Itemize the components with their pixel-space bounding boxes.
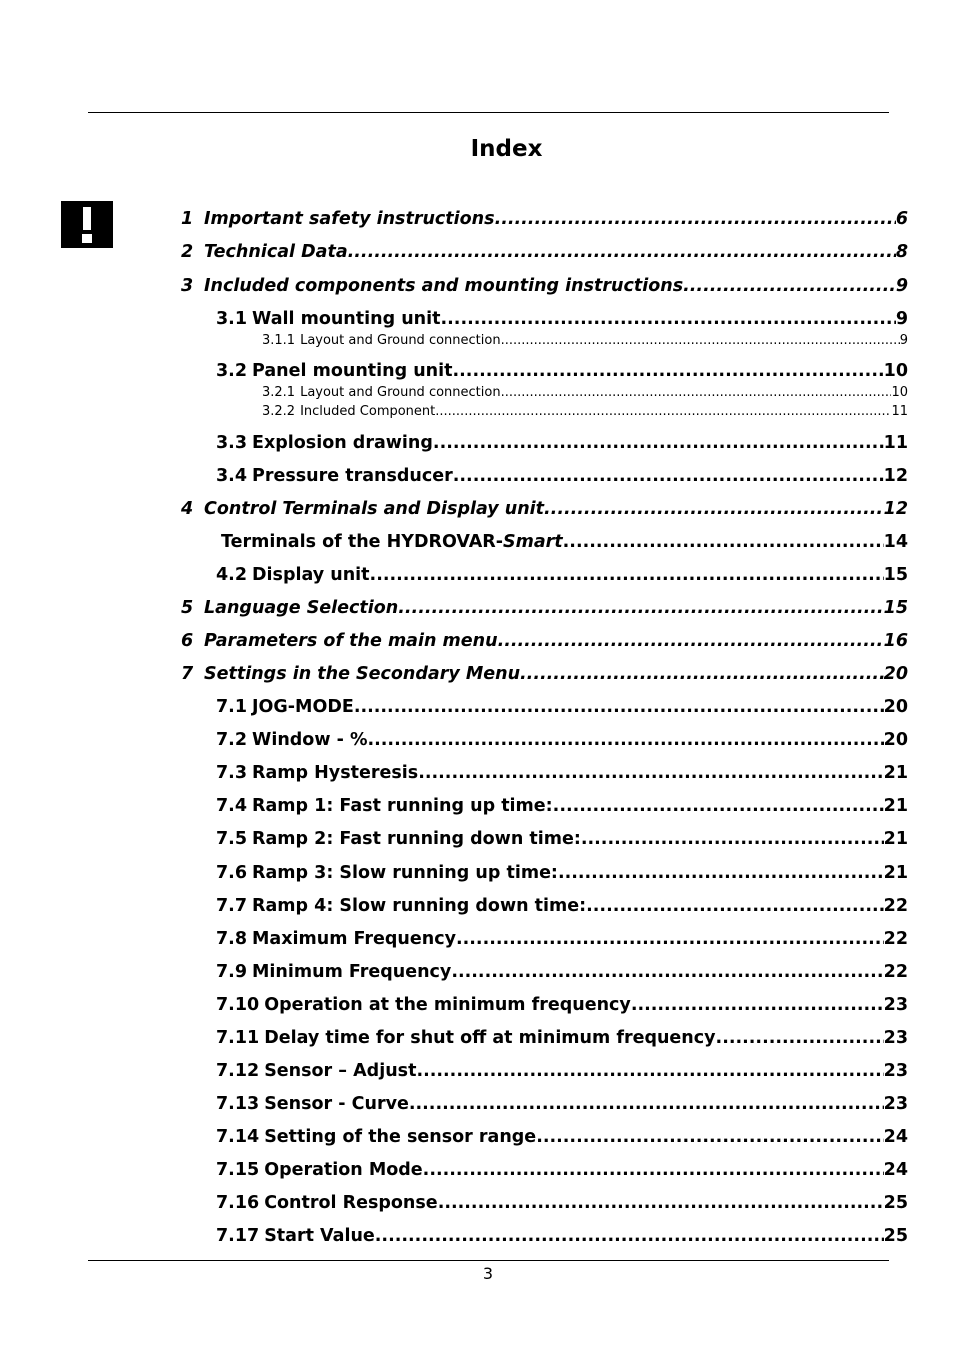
toc-leader-dots bbox=[558, 863, 884, 883]
toc-entry-page: 11 bbox=[883, 433, 908, 453]
toc-entry-page: 14 bbox=[883, 532, 908, 552]
toc-entry[interactable] bbox=[216, 863, 908, 883]
toc-entry-page: 22 bbox=[883, 929, 908, 949]
toc-entry-number: 7.5 bbox=[216, 829, 248, 849]
toc-entry-page: 21 bbox=[883, 796, 908, 816]
toc-entry-page: 9 bbox=[895, 309, 908, 329]
toc-entry-label: Start Value bbox=[264, 1226, 375, 1246]
toc-entry-label: Panel mounting unit bbox=[252, 361, 453, 381]
toc-entry-label: Operation at the minimum frequency bbox=[264, 995, 631, 1015]
toc-entry-page: 20 bbox=[883, 697, 908, 717]
toc-entry-number: 7.6 bbox=[216, 863, 248, 883]
toc-entry-number: 3.1.1 bbox=[262, 333, 296, 348]
toc-entry-number: 3.2.1 bbox=[262, 385, 296, 400]
toc-leader-dots bbox=[375, 1226, 884, 1246]
toc-leader-dots bbox=[370, 565, 884, 585]
toc-entry-number: 3.3 bbox=[216, 433, 248, 453]
toc-entry[interactable] bbox=[216, 466, 908, 486]
toc-entry-number: 2 bbox=[181, 242, 194, 262]
toc-entry[interactable] bbox=[216, 1028, 908, 1048]
toc-entry-label: Pressure transducer bbox=[252, 466, 453, 486]
toc-entry-label: Important safety instructions bbox=[204, 209, 495, 229]
toc-leader-dots bbox=[438, 1193, 884, 1213]
toc-entry[interactable] bbox=[216, 796, 908, 816]
toc-entry-label: Layout and Ground connection bbox=[300, 385, 501, 400]
toc-entry-number: 7.3 bbox=[216, 763, 248, 783]
toc-entry-number: 3.2.2 bbox=[262, 404, 296, 419]
toc-entry[interactable] bbox=[216, 763, 908, 783]
toc-entry[interactable] bbox=[262, 404, 908, 419]
toc-entry[interactable] bbox=[216, 1160, 908, 1180]
toc-entry-label: Parameters of the main menu bbox=[204, 631, 498, 651]
toc-entry-label: Ramp 4: Slow running down time: bbox=[252, 896, 587, 916]
toc-entry[interactable] bbox=[216, 730, 908, 750]
toc-entry-number: 1 bbox=[181, 209, 194, 229]
toc-entry-page: 22 bbox=[883, 896, 908, 916]
toc-entry-page: 25 bbox=[883, 1226, 908, 1246]
toc-leader-dots bbox=[495, 209, 896, 229]
toc-leader-dots bbox=[553, 796, 884, 816]
toc-entry-page: 10 bbox=[883, 361, 908, 381]
toc-leader-dots bbox=[631, 995, 884, 1015]
toc-entry[interactable] bbox=[216, 929, 908, 949]
toc-entry-label: Included components and mounting instructions bbox=[204, 276, 684, 296]
toc-entry-page: 21 bbox=[883, 863, 908, 883]
toc-entry-number: 6 bbox=[181, 631, 194, 651]
toc-entry-label: Technical Data bbox=[204, 242, 348, 262]
toc-entry-label: Ramp 1: Fast running up time: bbox=[252, 796, 553, 816]
toc-entry[interactable] bbox=[216, 361, 908, 381]
toc-entry-number: 5 bbox=[181, 598, 194, 618]
toc-entry-page: 16 bbox=[883, 631, 908, 651]
toc-entry[interactable] bbox=[216, 532, 908, 552]
toc-entry[interactable] bbox=[216, 565, 908, 585]
toc-entry-number: 3.4 bbox=[216, 466, 248, 486]
toc-leader-dots bbox=[716, 1028, 884, 1048]
toc-entry-number: 7 bbox=[181, 664, 194, 684]
toc-entry[interactable] bbox=[181, 276, 908, 296]
toc-leader-dots bbox=[683, 276, 896, 296]
toc-entry-page: 23 bbox=[883, 1094, 908, 1114]
toc-entry-number: 7.17 bbox=[216, 1226, 260, 1246]
toc-entry-label: Maximum Frequency bbox=[252, 929, 456, 949]
toc-entry-label: JOG-MODE bbox=[252, 697, 354, 717]
toc-entry-label: Minimum Frequency bbox=[252, 962, 452, 982]
toc-entry-page: 9 bbox=[899, 333, 908, 348]
footer-rule bbox=[88, 1260, 889, 1261]
toc-entry-label: Terminals of the HYDROVAR-Smart bbox=[221, 532, 563, 552]
toc-entry[interactable] bbox=[216, 995, 908, 1015]
toc-entry[interactable] bbox=[216, 1094, 908, 1114]
toc-entry-label: Sensor – Adjust bbox=[264, 1061, 417, 1081]
toc-entry-number: 7.9 bbox=[216, 962, 248, 982]
toc-entry-page: 21 bbox=[883, 829, 908, 849]
toc-leader-dots bbox=[418, 763, 883, 783]
toc-entry-number: 7.7 bbox=[216, 896, 248, 916]
toc-leader-dots bbox=[563, 532, 884, 552]
toc-leader-dots bbox=[520, 664, 884, 684]
toc-entry-label: Settings in the Secondary Menu bbox=[204, 664, 521, 684]
toc-entry-number: 7.11 bbox=[216, 1028, 260, 1048]
toc-entry-page: 23 bbox=[883, 1061, 908, 1081]
toc-entry[interactable] bbox=[181, 631, 908, 651]
toc-leader-dots bbox=[453, 361, 884, 381]
toc-entry[interactable] bbox=[216, 1193, 908, 1213]
toc-entry-number: 4 bbox=[181, 499, 194, 519]
toc-entry[interactable] bbox=[181, 664, 908, 684]
page-title: Index bbox=[470, 136, 543, 162]
toc-leader-dots bbox=[498, 631, 884, 651]
toc-entry[interactable] bbox=[216, 829, 908, 849]
toc-entry-number: 3 bbox=[181, 276, 194, 296]
toc-entry[interactable] bbox=[216, 1127, 908, 1147]
toc-leader-dots bbox=[544, 499, 884, 519]
toc-leader-dots bbox=[581, 829, 884, 849]
toc-entry-number: 7.10 bbox=[216, 995, 260, 1015]
toc-entry-label: Setting of the sensor range bbox=[264, 1127, 537, 1147]
toc-entry-page: 15 bbox=[883, 565, 908, 585]
toc-entry[interactable] bbox=[216, 1061, 908, 1081]
toc-entry-label: Control Response bbox=[264, 1193, 438, 1213]
toc-entry-label: Sensor - Curve bbox=[264, 1094, 409, 1114]
toc-leader-dots bbox=[586, 896, 884, 916]
toc-entry-page: 9 bbox=[895, 276, 908, 296]
toc-leader-dots bbox=[423, 1160, 884, 1180]
toc-entry-label: Delay time for shut off at minimum frequency bbox=[264, 1028, 716, 1048]
toc-leader-dots bbox=[456, 929, 884, 949]
toc-entry-number: 3.1 bbox=[216, 309, 248, 329]
toc-entry-number: 7.13 bbox=[216, 1094, 260, 1114]
toc-leader-dots bbox=[416, 1061, 883, 1081]
toc-entry-page: 6 bbox=[895, 209, 908, 229]
toc-leader-dots bbox=[451, 962, 883, 982]
toc-entry[interactable] bbox=[216, 1226, 908, 1246]
toc-entry-page: 20 bbox=[883, 664, 908, 684]
toc-entry-page: 21 bbox=[883, 763, 908, 783]
page-number: 3 bbox=[482, 1264, 494, 1283]
toc-entry[interactable] bbox=[216, 433, 908, 453]
toc-entry-page: 20 bbox=[883, 730, 908, 750]
toc-entry-page: 24 bbox=[883, 1160, 908, 1180]
toc-entry-label: Layout and Ground connection bbox=[300, 333, 501, 348]
toc-entry-number: 7.1 bbox=[216, 697, 248, 717]
toc-entry-number: 4.2 bbox=[216, 565, 248, 585]
toc-leader-dots bbox=[433, 433, 884, 453]
toc-leader-dots bbox=[501, 333, 900, 348]
toc-entry[interactable] bbox=[181, 598, 908, 618]
toc-entry-page: 10 bbox=[891, 385, 908, 400]
toc-leader-dots bbox=[435, 404, 891, 419]
toc-leader-dots bbox=[398, 598, 883, 618]
toc-entry-page: 25 bbox=[883, 1193, 908, 1213]
toc-entry-label: Ramp 2: Fast running down time: bbox=[252, 829, 581, 849]
toc-entry-number: 7.14 bbox=[216, 1127, 260, 1147]
toc-entry-page: 22 bbox=[883, 962, 908, 982]
toc-entry-number: 7.4 bbox=[216, 796, 248, 816]
toc-entry-page: 8 bbox=[895, 242, 908, 262]
toc-leader-dots bbox=[409, 1094, 884, 1114]
toc-entry-number: 7.16 bbox=[216, 1193, 260, 1213]
toc-entry-label: Display unit bbox=[252, 565, 370, 585]
toc-leader-dots bbox=[453, 466, 884, 486]
toc-entry[interactable] bbox=[216, 309, 908, 329]
toc-entry-page: 24 bbox=[883, 1127, 908, 1147]
toc-entry-number: 7.8 bbox=[216, 929, 248, 949]
toc-entry[interactable] bbox=[216, 962, 908, 982]
toc-entry-page: 15 bbox=[883, 598, 908, 618]
toc-entry-label: Explosion drawing bbox=[252, 433, 433, 453]
toc-entry-page: 11 bbox=[891, 404, 908, 419]
toc-entry-label: Operation Mode bbox=[264, 1160, 423, 1180]
toc-entry-number: 7.15 bbox=[216, 1160, 260, 1180]
toc-leader-dots bbox=[536, 1127, 883, 1147]
toc-entry[interactable] bbox=[216, 896, 908, 916]
toc-entry-page: 12 bbox=[883, 499, 908, 519]
toc-entry[interactable] bbox=[181, 242, 908, 262]
toc-entry-page: 23 bbox=[883, 995, 908, 1015]
toc-entry[interactable] bbox=[262, 385, 908, 400]
toc-entry[interactable] bbox=[181, 209, 908, 229]
toc-entry-label: Window - % bbox=[252, 730, 368, 750]
toc-entry-page: 23 bbox=[883, 1028, 908, 1048]
toc-entry[interactable] bbox=[216, 697, 908, 717]
toc-leader-dots bbox=[348, 242, 896, 262]
toc-entry-label: Included Component bbox=[300, 404, 436, 419]
toc-leader-dots bbox=[354, 697, 884, 717]
toc-leader-dots bbox=[367, 730, 883, 750]
toc-entry-label: Ramp 3: Slow running up time: bbox=[252, 863, 558, 883]
toc-entry-label: Ramp Hysteresis bbox=[252, 763, 419, 783]
toc-entry-label: Wall mounting unit bbox=[252, 309, 441, 329]
toc-entry-label: Control Terminals and Display unit bbox=[204, 499, 545, 519]
toc-entry-page: 12 bbox=[883, 466, 908, 486]
toc-leader-dots bbox=[441, 309, 896, 329]
toc-entry-number: 7.2 bbox=[216, 730, 248, 750]
toc-entry[interactable] bbox=[262, 333, 908, 348]
toc-entry-number: 3.2 bbox=[216, 361, 248, 381]
toc-entry-label: Language Selection bbox=[204, 598, 399, 618]
toc-entry-number: 7.12 bbox=[216, 1061, 260, 1081]
toc-leader-dots bbox=[501, 385, 892, 400]
toc-entry[interactable] bbox=[181, 499, 908, 519]
